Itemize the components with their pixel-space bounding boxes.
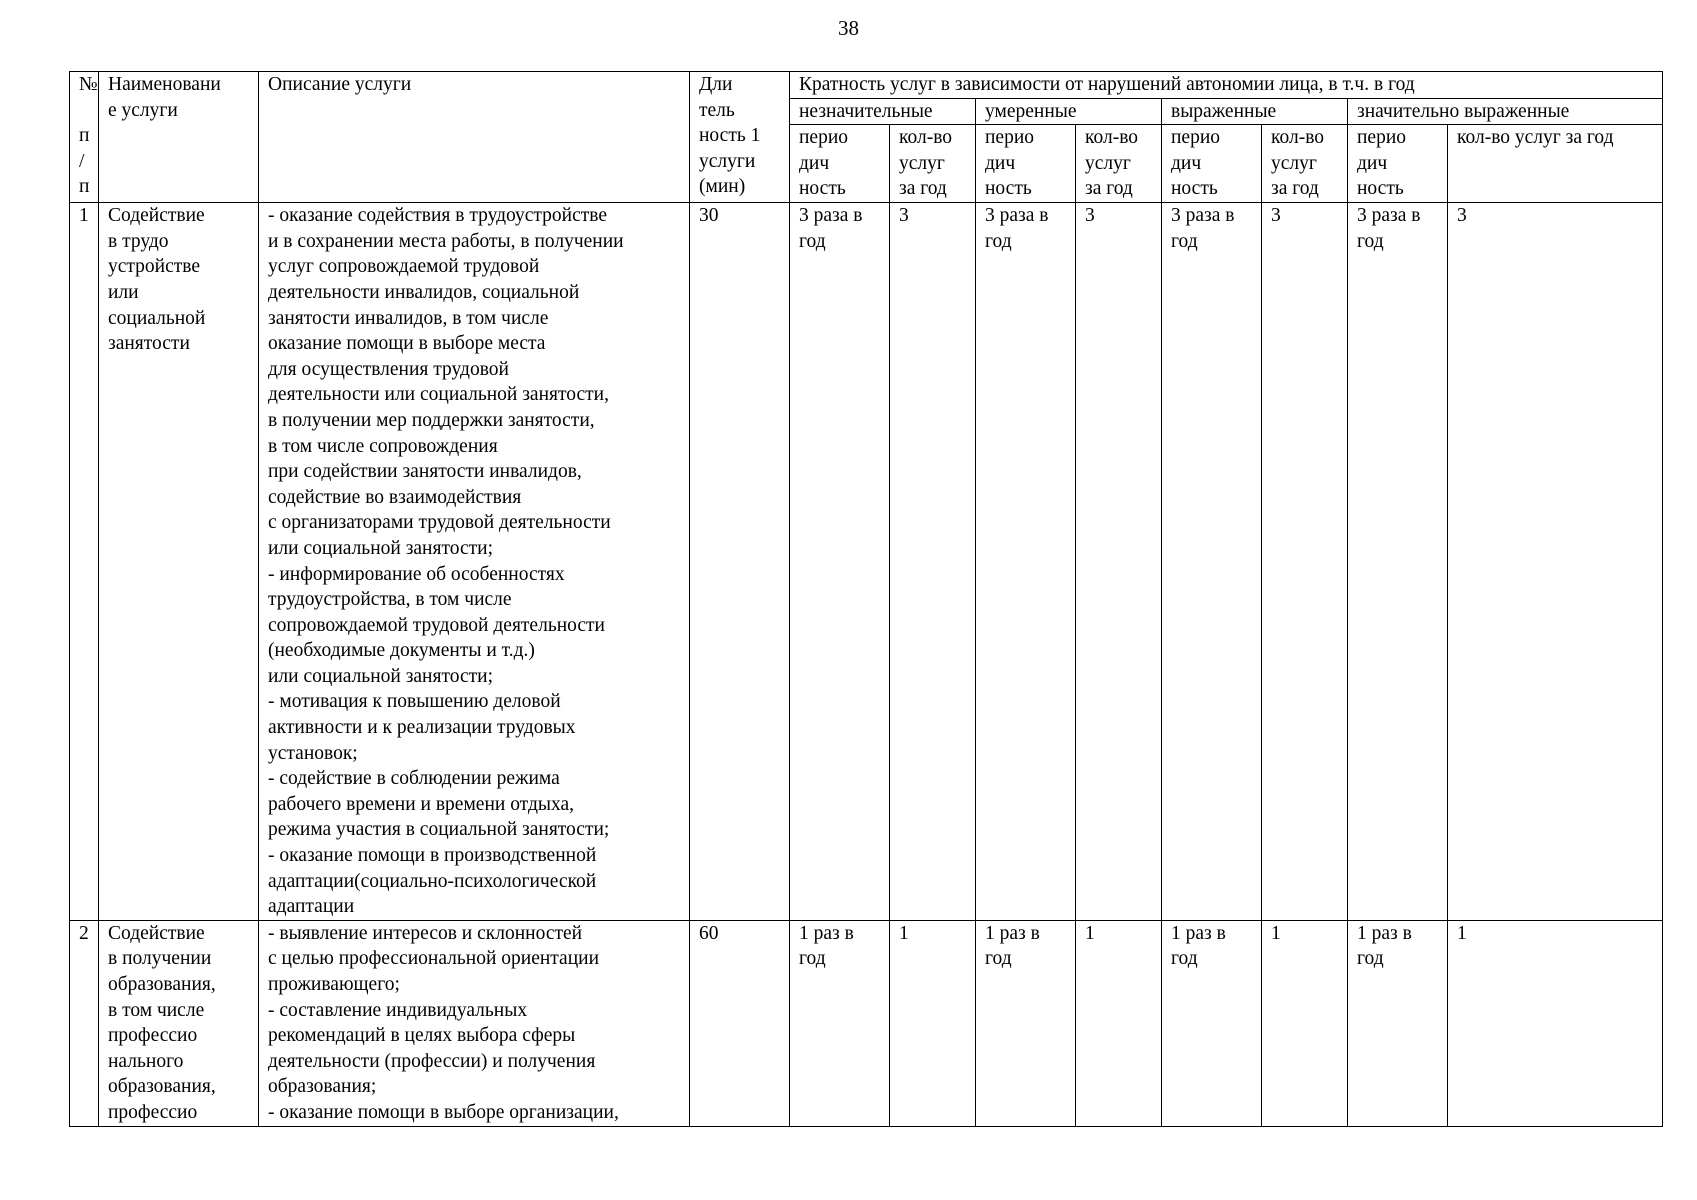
group-severe: значительно выраженные	[1348, 98, 1663, 125]
services-table	[69, 71, 1663, 1127]
sub-count-last: кол-во услуг за год	[1448, 125, 1663, 203]
row-description: - выявление интересов и склонностей с целью профессиональной ориентации проживающего; - составление индивидуальных рекомендаций в целях выбора сферы деятельности (профессии) и получения образования; - оказание помощи в выборе организации,	[259, 920, 690, 1126]
row-count: 1	[1262, 920, 1348, 1126]
row-duration: 60	[690, 920, 790, 1126]
row-period: 1 раз в год	[790, 920, 890, 1126]
sub-period: перио дич ность	[976, 125, 1076, 203]
table-row	[70, 203, 1663, 921]
row-duration: 30	[690, 203, 790, 921]
row-num: 1	[70, 203, 99, 921]
row-period: 1 раз в год	[1348, 920, 1448, 1126]
sub-count: кол-во услуг за год	[1262, 125, 1348, 203]
sub-period: перио дич ность	[1348, 125, 1448, 203]
sub-count: кол-во услуг за год	[890, 125, 976, 203]
row-period: 3 раза в год	[1162, 203, 1262, 921]
row-num: 2	[70, 920, 99, 1126]
row-description: - оказание содействия в трудоустройстве и в сохранении места работы, в получении услуг сопровождаемой трудовой деятельности инвалидов, социальной занятости инвалидов, в том числе оказание помощи в выборе места для осуществления трудовой деятельности или социальной занятости, в получении мер поддержки занятости, в том числе сопровождения при содействии занятости инвалидов, содействие во взаимодействия с организаторами трудовой деятельности или социальной занятости; - информирование об особенностях трудоустройства, в том числе сопровождаемой трудовой деятельности (необходимые документы и т.д.) или социальной занятости; - мотивация к повышению деловой активности и к реализации трудовых установок; - содействие в соблюдении режима рабочего времени и времени отдыха, режима участия в социальной занятости; - оказание помощи в производственной адаптации(социально-психологической адаптации	[259, 203, 690, 921]
row-count: 3	[1262, 203, 1348, 921]
sub-count: кол-во услуг за год	[1076, 125, 1162, 203]
row-period: 3 раза в год	[1348, 203, 1448, 921]
row-period: 1 раз в год	[1162, 920, 1262, 1126]
row-period: 3 раза в год	[976, 203, 1076, 921]
sub-period: перио дич ность	[790, 125, 890, 203]
row-period: 3 раза в год	[790, 203, 890, 921]
table-row	[70, 920, 1663, 1126]
header-num: № п / п	[70, 72, 99, 203]
header-row-1	[70, 72, 1663, 99]
header-duration: Дли тель ность 1 услуги (мин)	[690, 72, 790, 203]
row-count: 3	[890, 203, 976, 921]
group-marked: выраженные	[1162, 98, 1348, 125]
sub-period: перио дич ность	[1162, 125, 1262, 203]
page-number: 38	[838, 16, 859, 40]
group-minor: незначительные	[790, 98, 976, 125]
row-count: 1	[1448, 920, 1663, 1126]
header-description: Описание услуги	[259, 72, 690, 203]
header-service-name: Наименовани е услуги	[99, 72, 259, 203]
row-count: 1	[890, 920, 976, 1126]
row-period: 1 раз в год	[976, 920, 1076, 1126]
header-frequency-title: Кратность услуг в зависимости от нарушений автономии лица, в т.ч. в год	[790, 72, 1663, 99]
row-service-name: Содействие в трудо устройстве или социальной занятости	[99, 203, 259, 921]
group-moderate: умеренные	[976, 98, 1162, 125]
row-count: 3	[1448, 203, 1663, 921]
row-service-name: Содействие в получении образования, в том числе профессио нального образования, профессио	[99, 920, 259, 1126]
row-count: 3	[1076, 203, 1162, 921]
row-count: 1	[1076, 920, 1162, 1126]
